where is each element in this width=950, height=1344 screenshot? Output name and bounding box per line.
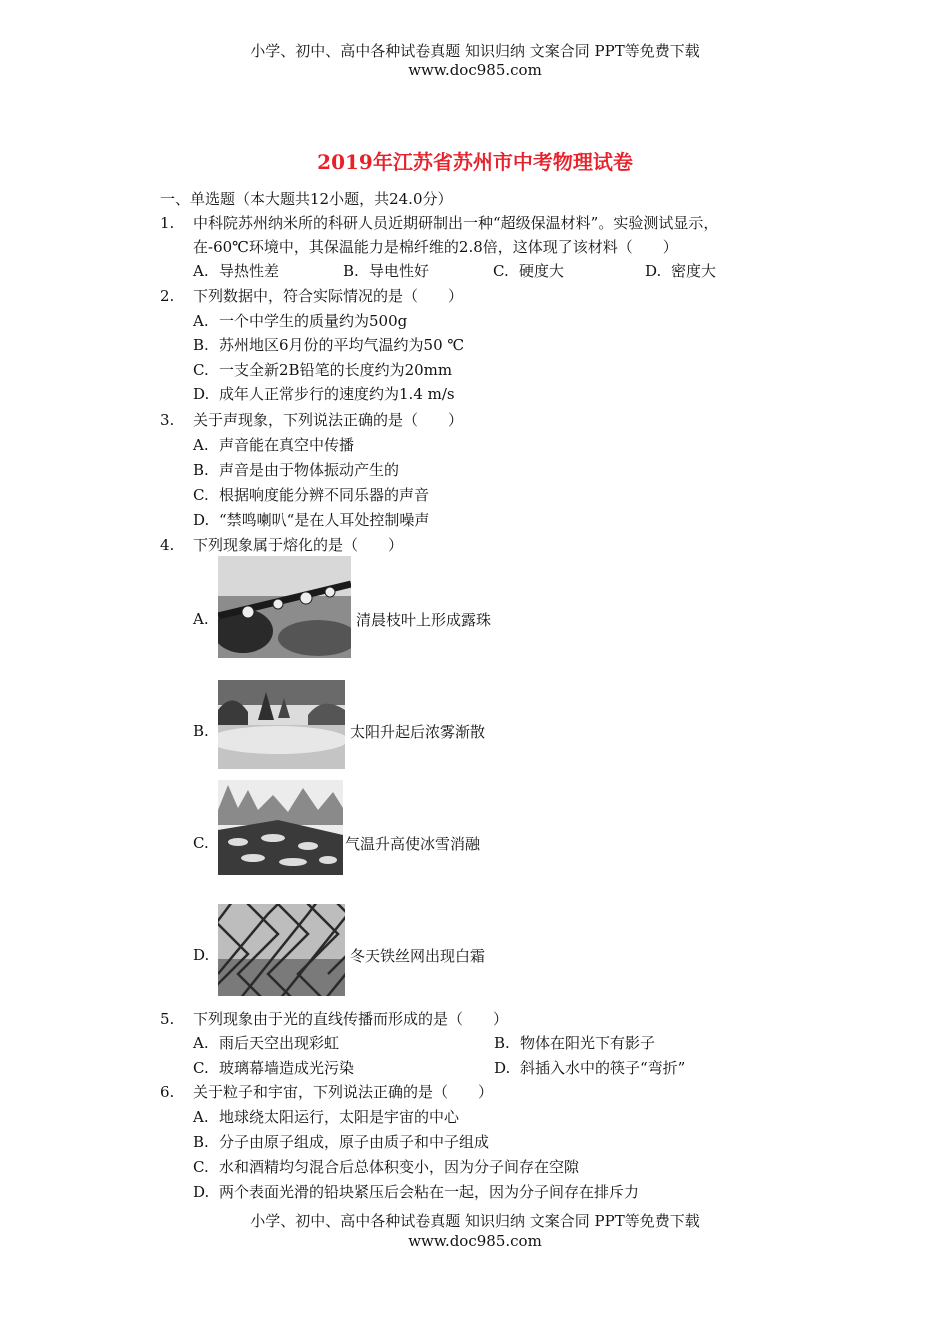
option-5c: C. 玻璃幕墙造成光污染 bbox=[193, 1059, 355, 1077]
section-heading: 一、单选题（本大题共12小题，共24.0分） bbox=[160, 190, 453, 208]
option-4a-text: 清晨枝叶上形成露珠 bbox=[356, 611, 492, 629]
option-3d: D. “禁鸣喇叭“是在人耳处控制噪声 bbox=[193, 511, 430, 529]
dew-on-branch-photo bbox=[218, 556, 351, 658]
option-2b: B. 苏州地区6月份的平均气温约为50 ℃ bbox=[193, 336, 465, 354]
melting-snow-photo bbox=[218, 780, 343, 875]
fog-photo bbox=[218, 680, 345, 769]
option-6c: C. 水和酒精均匀混合后总体积变小，因为分子间存在空隙 bbox=[193, 1158, 580, 1176]
option-6a: A. 地球绕太阳运行，太阳是宇宙的中心 bbox=[193, 1108, 460, 1126]
option-1a: A. 导热性差 bbox=[193, 262, 280, 280]
option-5d: D. 斜插入水中的筷子“弯折” bbox=[494, 1059, 686, 1077]
question-6: 6. 关于粒子和宇宙，下列说法正确的是（ ） bbox=[160, 1083, 494, 1101]
question-1 bbox=[160, 213, 718, 233]
option-3b: B. 声音是由于物体振动产生的 bbox=[193, 461, 400, 479]
option-2a: A. 一个中学生的质量约为500g bbox=[193, 312, 408, 330]
option-5b: B. 物体在阳光下有影子 bbox=[494, 1034, 656, 1052]
option-4d-text: 冬天铁丝网出现白霜 bbox=[350, 947, 486, 965]
option-4b-label: B. bbox=[193, 722, 209, 740]
header-website[interactable]: www.doc985.com bbox=[408, 61, 542, 79]
page-title: 2019年江苏省苏州市中考物理试卷 bbox=[317, 150, 633, 174]
option-5a: A. 雨后天空出现彩虹 bbox=[193, 1034, 340, 1052]
question-2: 2. 下列数据中，符合实际情况的是（ ） bbox=[160, 287, 464, 305]
option-2c: C. 一支全新2B铅笔的长度约为20mm bbox=[193, 361, 453, 379]
option-2d: D. 成年人正常步行的速度约为1.4 m/s bbox=[193, 385, 455, 403]
option-4b-text: 太阳升起后浓雾渐散 bbox=[350, 723, 486, 741]
option-4a-label: A. bbox=[193, 610, 209, 628]
option-3c: C. 根据响度能分辨不同乐器的声音 bbox=[193, 486, 430, 504]
footer-website[interactable]: www.doc985.com bbox=[408, 1232, 542, 1250]
question-3: 3. 关于声现象，下列说法正确的是（ ） bbox=[160, 411, 464, 429]
question-text: 中科院苏州纳米所的科研人员近期研制出一种“超级保温材料”。实验测试显示， bbox=[193, 214, 719, 232]
option-1d: D. 密度大 bbox=[645, 262, 717, 280]
option-6b: B. 分子由原子组成，原子由质子和中子组成 bbox=[193, 1133, 490, 1151]
option-4d-label: D. bbox=[193, 946, 210, 964]
footer-line-1: 小学、初中、高中各种试卷真题 知识归纳 文案合同 PPT等免费下载 bbox=[250, 1212, 700, 1230]
option-1b: B. 导电性好 bbox=[343, 262, 430, 280]
question-1-text-line-2: 在-60℃环境中，其保温能力是棉纤维的2.8倍，这体现了该材料（ ） bbox=[193, 238, 678, 256]
question-4: 4. 下列现象属于熔化的是（ ） bbox=[160, 536, 404, 554]
option-4c-text: 气温升高使冰雪消融 bbox=[345, 835, 481, 853]
frost-wire-fence-photo bbox=[218, 904, 345, 996]
option-4c-label: C. bbox=[193, 834, 209, 852]
question-5: 5. 下列现象由于光的直线传播而形成的是（ ） bbox=[160, 1010, 509, 1028]
option-1c: C. 硬度大 bbox=[493, 262, 565, 280]
option-6d: D. 两个表面光滑的铅块紧压后会粘在一起，因为分子间存在排斥力 bbox=[193, 1183, 640, 1201]
question-number: 1. bbox=[160, 214, 175, 232]
option-3a: A. 声音能在真空中传播 bbox=[193, 436, 355, 454]
header-line-1: 小学、初中、高中各种试卷真题 知识归纳 文案合同 PPT等免费下载 bbox=[250, 42, 700, 60]
